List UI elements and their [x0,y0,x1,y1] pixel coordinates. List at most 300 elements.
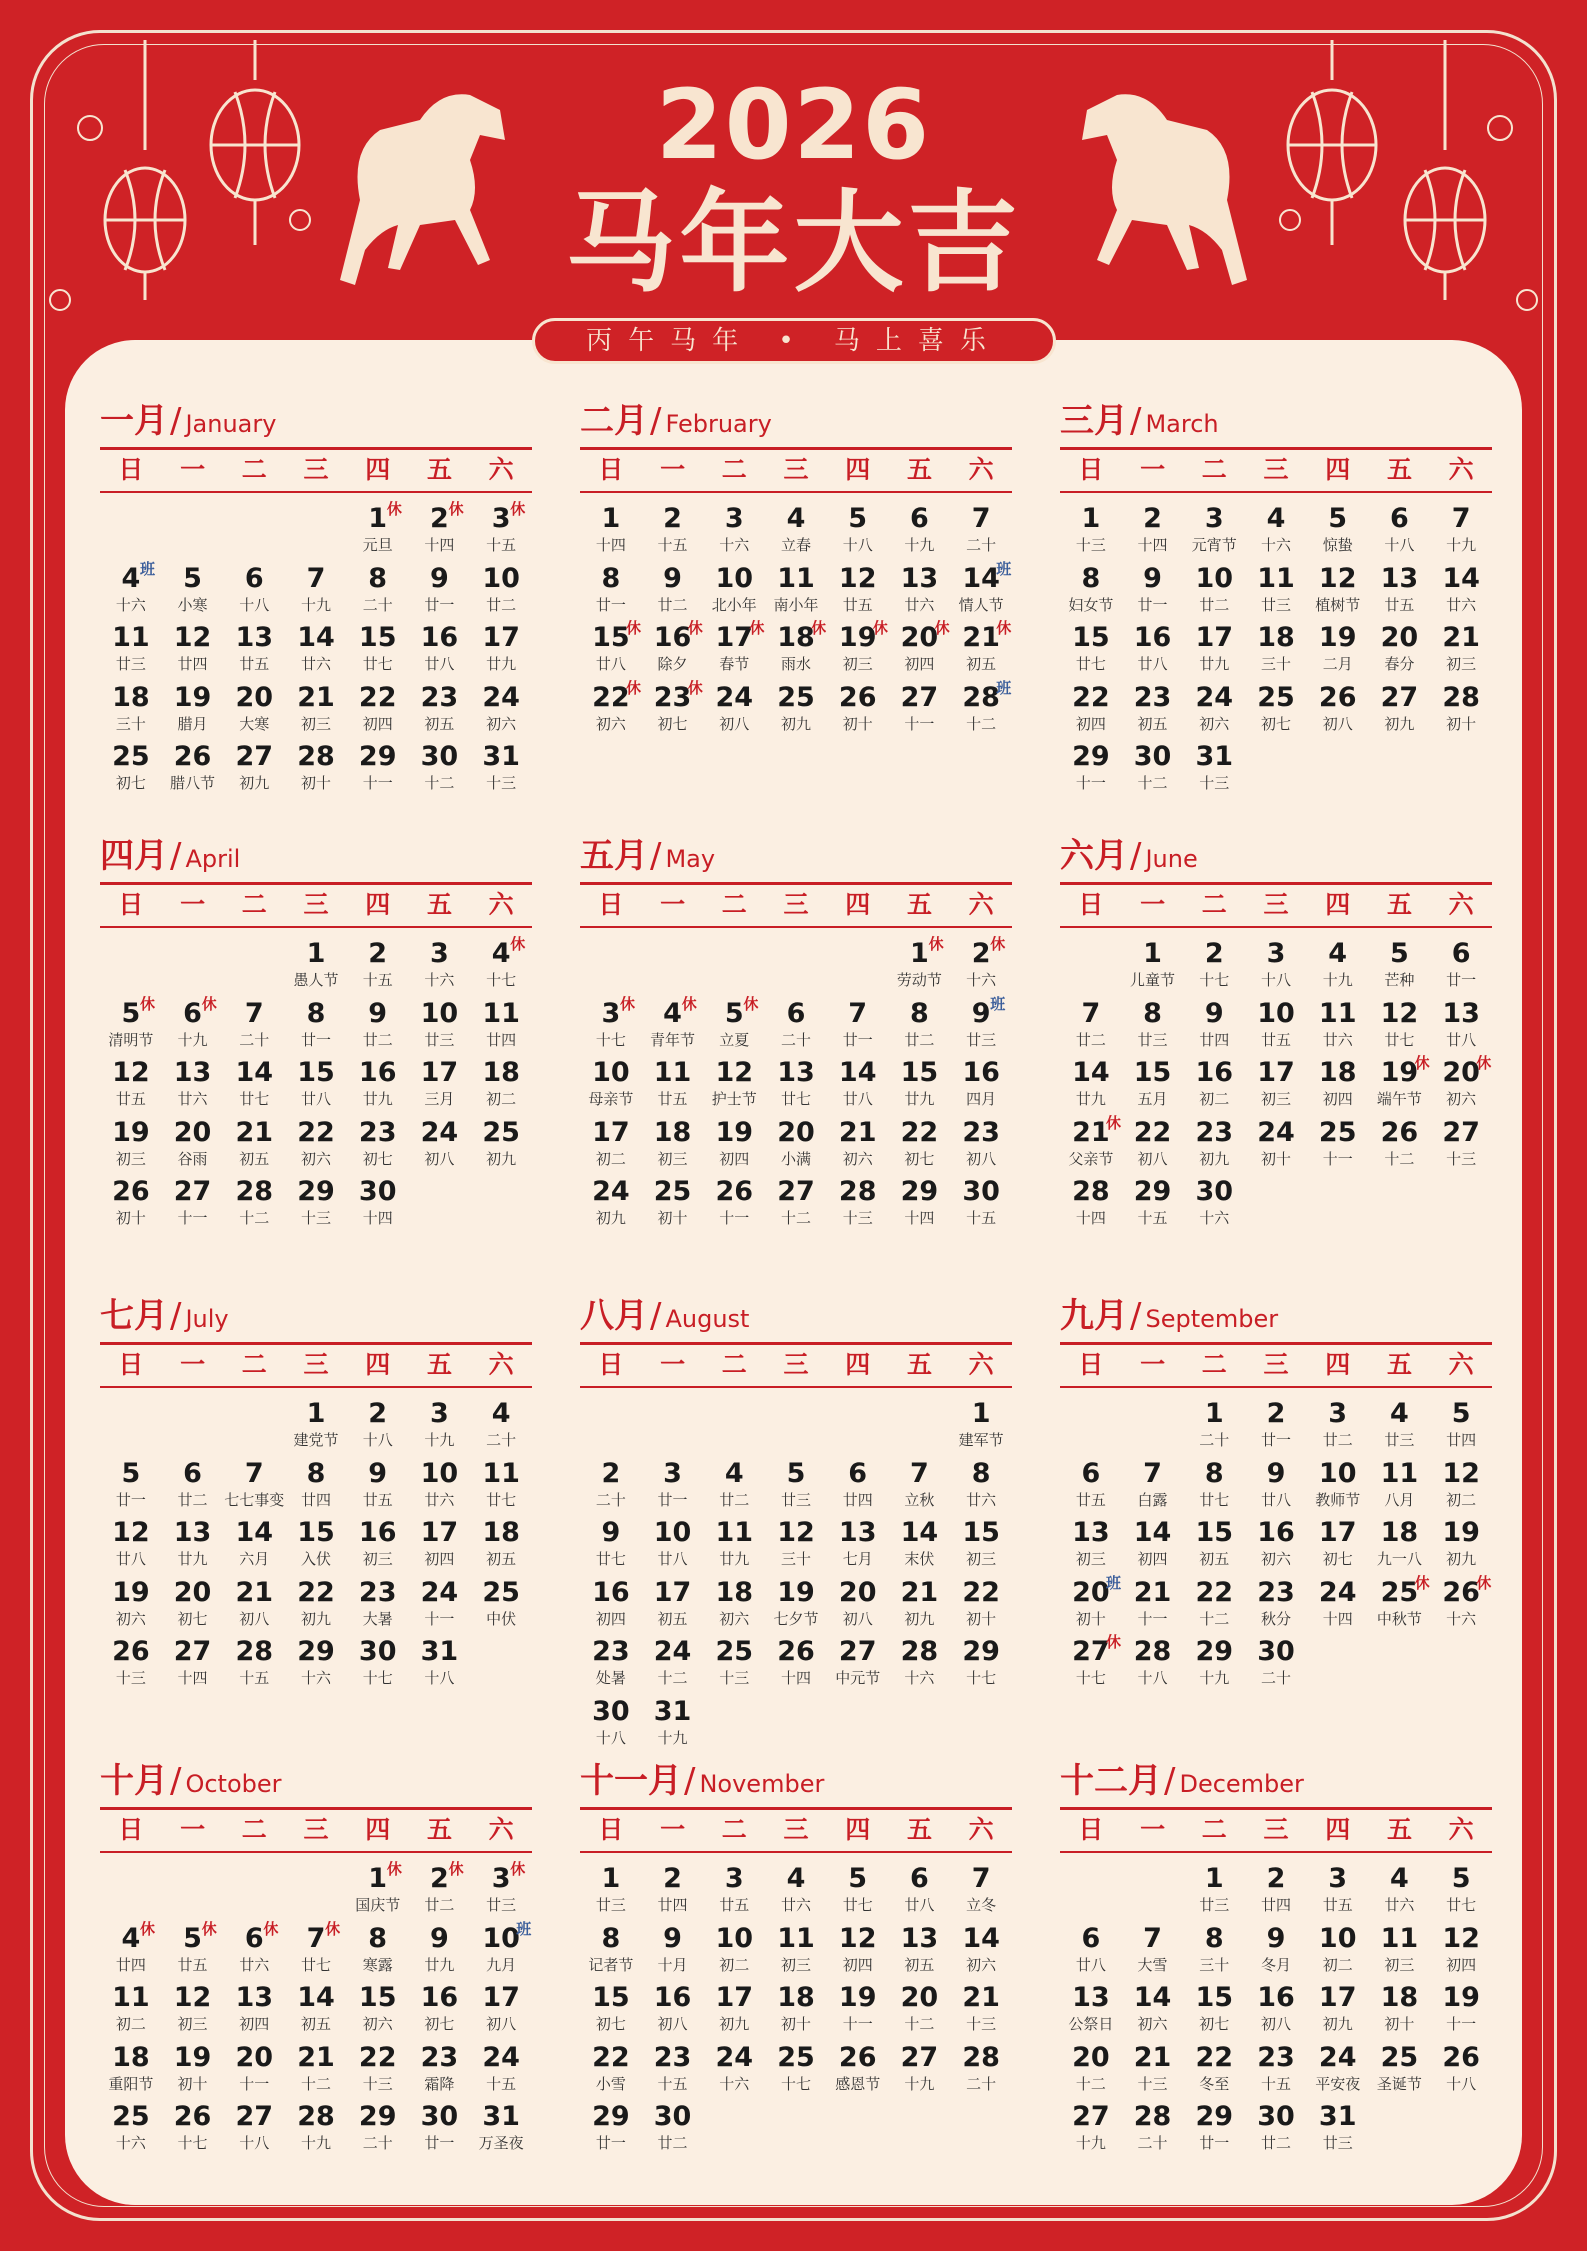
day-number: 23 [592,1636,630,1667]
lunar-date: 元旦 [362,536,393,554]
day-cell [100,1176,162,1236]
day-cell [950,503,1012,563]
day-number: 21 [235,1576,274,1608]
day-cell [285,1636,347,1696]
day-cell [827,1458,889,1518]
weekday-label: 二 [241,455,267,484]
day-number: 17 [1195,622,1234,653]
day-number: 7 [306,1922,326,1954]
day-cell [889,682,951,742]
weekday-label: 一 [1140,1350,1166,1379]
day-grid [100,500,532,801]
empty-cell [223,938,285,998]
lunar-date: 初二 [719,1955,750,1974]
weekday-label: 五 [426,455,452,484]
day-cell [100,2042,162,2102]
day-number: 29 [1195,1636,1234,1667]
lunar-date: 十二 [1137,774,1168,792]
lunar-date: 十五 [486,536,517,554]
day-cell [1183,1982,1245,2042]
day-number: 24 [715,681,754,713]
day-cell [642,1517,704,1577]
day-cell [950,1863,1012,1923]
day-cell [1245,2042,1307,2102]
title-slash: / [170,1296,182,1336]
day-cell [889,2042,951,2102]
lunar-date: 十五 [239,1669,270,1687]
day-number: 1 [306,1398,326,1429]
empty-cell [765,1398,827,1458]
lunar-date: 雨水 [780,655,811,673]
lunar-date: 劳动节 [896,971,942,989]
day-number: 26 [838,681,877,713]
month-title [100,395,532,447]
day-cell [1430,1398,1492,1458]
lunar-date: 十六 [966,971,997,989]
lunar-date: 二十 [486,1431,517,1449]
day-cell [950,1176,1012,1236]
lunar-date: 初七 [904,1149,935,1168]
day-cell [827,563,889,623]
lunar-date: 初七 [115,774,146,792]
day-cell [1245,1398,1307,1458]
day-cell [703,503,765,563]
title-slash: / [170,1761,182,1801]
day-cell [1183,1863,1245,1923]
day-number: 8 [910,997,929,1029]
day-cell [765,503,827,563]
day-cell [889,935,951,998]
lunar-date: 圣诞节 [1376,2074,1422,2093]
day-number: 29 [1195,2101,1234,2132]
day-number: 28 [962,2041,1000,2073]
day-number: 9 [430,562,449,594]
day-number: 29 [1133,1176,1172,1207]
day-number: 29 [900,1176,939,1207]
day-grid [1060,503,1492,801]
lunar-date: 春分 [1384,655,1415,673]
day-number: 4 [786,503,806,534]
day-cell [470,1117,532,1177]
empty-cell [580,1398,642,1458]
day-number: 26 [173,741,212,772]
day-cell [580,1923,642,1983]
empty-cell [765,938,827,998]
day-number: 1 [1081,503,1101,534]
day-cell [889,1577,951,1637]
day-cell [1430,1923,1492,1983]
day-cell [1060,1982,1122,2042]
lunar-date: 初六 [966,1955,997,1974]
day-cell [285,741,347,801]
day-cell [1307,2101,1369,2161]
day-number: 13 [235,1982,274,2013]
lunar-date: 初三 [842,655,873,673]
day-cell [1060,1176,1122,1236]
day-number: 16 [653,1982,692,2013]
day-cell [642,1696,704,1756]
workday-tag: 班 [996,559,1012,578]
lunar-date: 初三 [115,1149,146,1168]
day-number: 1 [306,938,326,969]
weekday-label: 日 [598,890,624,919]
lunar-date: 廿六 [239,1955,270,1974]
day-number: 2 [368,1398,388,1429]
lunar-date: 十九 [1322,971,1353,989]
day-cell [100,994,162,1058]
month-november [580,1755,1012,2161]
day-number: 15 [1072,622,1110,653]
day-cell [889,1863,951,1923]
day-number: 9 [1266,1922,1286,1954]
day-number: 12 [1318,562,1357,594]
day-number: 7 [1143,1457,1162,1489]
day-cell [642,1577,704,1637]
day-number: 19 [1442,1982,1480,2013]
day-number: 22 [297,1116,335,1148]
lunar-date: 廿二 [1199,595,1230,614]
day-cell [950,994,1012,1058]
month-title-en: June [1145,845,1198,873]
day-cell [1430,2042,1492,2102]
day-number: 13 [1072,1517,1110,1548]
day-number: 4 [663,997,682,1029]
lunar-date: 廿三 [1199,1896,1230,1914]
day-cell [1245,1117,1307,1177]
lunar-date: 廿五 [362,1490,393,1509]
weekday-label: 一 [660,455,686,484]
day-number: 13 [777,1057,815,1088]
day-number: 3 [1204,503,1224,534]
lunar-date: 初九 [780,714,811,733]
day-number: 26 [838,2041,877,2073]
day-number: 20 [1072,2041,1110,2073]
day-number: 23 [420,2041,459,2073]
lunar-date: 廿九 [1075,1090,1106,1108]
day-number: 3 [430,1398,449,1429]
day-number: 31 [420,1636,459,1667]
day-cell [347,1636,409,1696]
day-cell [580,2101,642,2161]
lunar-date: 元宵节 [1191,536,1237,554]
day-number: 23 [358,1576,397,1608]
lunar-date: 十四 [1322,1609,1353,1628]
day-number: 21 [1133,1576,1172,1608]
lunar-date: 十六 [1199,1209,1230,1227]
lunar-date: 初二 [1322,1955,1353,1974]
day-cell [827,1577,889,1637]
day-number: 7 [244,1457,264,1489]
day-cell [1183,503,1245,563]
weekday-header [580,882,1012,928]
lunar-date: 南小年 [773,595,819,614]
day-cell [580,678,642,742]
title-slash: / [1164,1761,1176,1801]
lunar-date: 十六 [115,2134,146,2152]
weekday-label: 日 [598,455,624,484]
lunar-date: 十五 [1137,1209,1168,1227]
empty-cell [889,1398,951,1458]
day-cell [1245,2101,1307,2161]
lunar-date: 芒种 [1384,971,1415,989]
weekday-label: 五 [426,1350,452,1379]
day-cell [1183,998,1245,1058]
day-cell [642,1636,704,1696]
day-number: 9 [663,562,682,594]
weekday-header [1060,1807,1492,1853]
month-title [1060,1755,1492,1807]
day-number: 14 [1133,1517,1172,1548]
weekday-label: 五 [906,890,932,919]
weekday-label: 二 [1201,455,1227,484]
lunar-date: 廿七 [595,1550,626,1568]
day-cell [1430,563,1492,623]
month-title-zh: 二月 [580,401,648,441]
day-number: 30 [420,741,459,772]
weekday-header [1060,882,1492,928]
lunar-date: 初五 [966,655,997,673]
day-cell [889,998,951,1058]
day-number: 24 [1195,681,1234,713]
lunar-date: 初七 [424,2015,455,2033]
day-number: 5 [183,1922,202,1954]
day-number: 10 [482,562,520,594]
day-number: 6 [848,1457,868,1489]
day-cell [827,1982,889,2042]
day-number: 27 [1072,1636,1110,1667]
day-cell [347,1176,409,1236]
day-number: 19 [112,1116,150,1148]
day-number: 18 [715,1576,754,1608]
weekday-label: 六 [1448,1815,1474,1844]
weekday-label: 六 [488,890,514,919]
day-number: 17 [420,1517,459,1548]
day-number: 4 [1266,503,1286,534]
day-number: 18 [653,1116,692,1148]
lunar-date: 十九 [424,1431,455,1449]
lunar-date: 廿一 [424,2134,455,2152]
lunar-date: 廿七 [239,1090,270,1108]
lunar-date: 十三 [362,2074,393,2093]
day-number: 16 [1195,1057,1234,1088]
day-cell [1245,1517,1307,1577]
day-cell [580,2042,642,2102]
weekday-label: 日 [1078,1350,1104,1379]
day-cell [470,563,532,623]
lunar-date: 十七 [966,1669,997,1687]
lunar-date: 十五 [657,536,688,554]
empty-cell [223,503,285,563]
lunar-date: 十八 [424,1669,455,1687]
day-number: 5 [848,1863,868,1894]
lunar-date: 十三 [1075,536,1106,554]
day-number: 27 [900,2041,939,2073]
day-cell [162,1117,224,1177]
lunar-date: 初十 [842,714,873,733]
day-number: 24 [482,681,520,713]
day-number: 27 [838,1636,877,1667]
day-cell [765,1577,827,1637]
lunar-date: 十六 [424,971,455,989]
day-cell [100,2101,162,2161]
lunar-date: 三十 [1199,1955,1230,1974]
lunar-date: 廿八 [1446,1030,1477,1049]
day-number: 27 [235,2101,274,2132]
day-number: 1 [368,1863,388,1894]
empty-cell [1060,1863,1122,1923]
day-number: 28 [235,1636,274,1667]
day-grid [100,1398,532,1696]
day-grid [580,1863,1012,2161]
day-cell [889,1176,951,1236]
day-number: 10 [420,1457,459,1489]
weekday-label: 三 [303,1350,329,1379]
lunar-date: 十五 [657,2074,688,2093]
lunar-date: 廿九 [362,1090,393,1108]
weekday-label: 六 [488,1815,514,1844]
day-number: 7 [1451,503,1471,534]
lunar-date: 初七 [1199,2015,1230,2033]
lunar-date: 廿四 [1199,1030,1230,1049]
holiday-tag: 休 [811,619,827,637]
lunar-date: 立冬 [966,1896,997,1914]
day-number: 16 [1133,622,1172,653]
day-cell [703,1057,765,1117]
day-number: 26 [1442,1576,1480,1608]
lunar-date: 初三 [177,2015,208,2033]
day-cell [470,682,532,742]
day-cell [1430,682,1492,742]
lunar-date: 初四 [1075,714,1106,733]
day-number: 24 [1257,1116,1295,1148]
month-title-en: May [665,845,716,873]
day-cell [765,1636,827,1696]
lunar-date: 廿一 [1446,971,1477,989]
day-number: 6 [1390,503,1409,534]
day-cell [1307,1863,1369,1923]
weekday-label: 四 [1325,1815,1351,1844]
day-cell [1430,1054,1492,1117]
day-number: 22 [358,681,397,713]
empty-cell [1060,938,1122,998]
lunar-date: 立秋 [904,1490,935,1509]
day-cell [580,563,642,623]
month-title [580,1290,1012,1342]
day-cell [470,1860,532,1923]
holiday-tag: 休 [1106,1113,1122,1132]
day-number: 30 [962,1176,1000,1207]
day-number: 14 [1442,562,1480,594]
day-number: 3 [1328,1398,1348,1429]
lunar-date: 小雪 [595,2074,626,2093]
lunar-date: 初三 [657,1149,688,1168]
weekday-label: 二 [241,1815,267,1844]
day-number: 30 [653,2101,692,2132]
day-cell [765,1923,827,1983]
day-cell [580,1458,642,1518]
lunar-date: 廿一 [595,2134,626,2152]
day-cell [827,1923,889,1983]
day-cell [347,500,409,563]
weekday-label: 二 [1201,1815,1227,1844]
lunar-date: 初二 [1446,1490,1477,1509]
lunar-date: 初七 [595,2015,626,2033]
day-number: 1 [601,1863,621,1894]
day-number: 15 [1195,1982,1234,2013]
month-title [1060,830,1492,882]
lunar-date: 廿一 [1199,2134,1230,2152]
day-number: 22 [900,1116,939,1148]
day-number: 28 [962,681,1000,713]
day-number: 4 [724,1457,744,1489]
day-cell [347,1517,409,1577]
lunar-date: 廿八 [115,1550,146,1568]
holiday-tag: 休 [1476,1573,1492,1592]
lunar-date: 初三 [780,1955,811,1974]
day-cell [1183,741,1245,801]
day-number: 28 [297,741,335,772]
day-cell [1183,622,1245,682]
lunar-date: 初九 [595,1209,626,1227]
day-cell [1183,2042,1245,2102]
lunar-date: 十五 [1260,2074,1291,2093]
day-number: 10 [1257,997,1295,1029]
title-slash: / [1130,836,1142,876]
day-number: 21 [962,622,1000,653]
lunar-date: 十三 [1199,774,1230,792]
day-cell [1307,1923,1369,1983]
day-number: 3 [724,1863,744,1894]
day-cell [1060,2042,1122,2102]
month-june [1060,830,1492,1236]
day-number: 25 [482,1576,520,1608]
lunar-date: 十八 [239,2134,270,2152]
day-number: 12 [112,1517,150,1548]
lunar-date: 廿六 [904,595,935,614]
day-number: 3 [601,997,621,1029]
day-cell [1122,1057,1184,1117]
day-cell [642,1057,704,1117]
day-cell [285,998,347,1058]
day-cell [1307,998,1369,1058]
lunar-date: 初五 [657,1609,688,1628]
day-cell [162,1517,224,1577]
day-cell [642,1982,704,2042]
day-cell [642,678,704,742]
lunar-date: 十四 [904,1209,935,1227]
lunar-date: 谷雨 [177,1149,208,1168]
day-number: 27 [777,1176,815,1207]
lunar-date: 廿一 [424,595,455,614]
day-number: 6 [183,997,202,1029]
day-cell [1369,622,1431,682]
day-cell [1060,1458,1122,1518]
day-number: 6 [910,503,929,534]
lunar-date: 初七 [1260,714,1291,733]
day-number: 22 [592,2041,630,2073]
day-cell [703,1577,765,1637]
day-cell [470,1517,532,1577]
day-cell [470,500,532,563]
title-slash: / [684,1761,696,1801]
holiday-tag: 休 [928,935,944,953]
lunar-date: 初六 [1446,1090,1477,1108]
lunar-date: 七七事变 [224,1490,285,1509]
empty-cell [827,1398,889,1458]
lunar-date: 十八 [1260,971,1291,989]
holiday-tag: 休 [510,500,526,518]
day-cell [765,682,827,742]
